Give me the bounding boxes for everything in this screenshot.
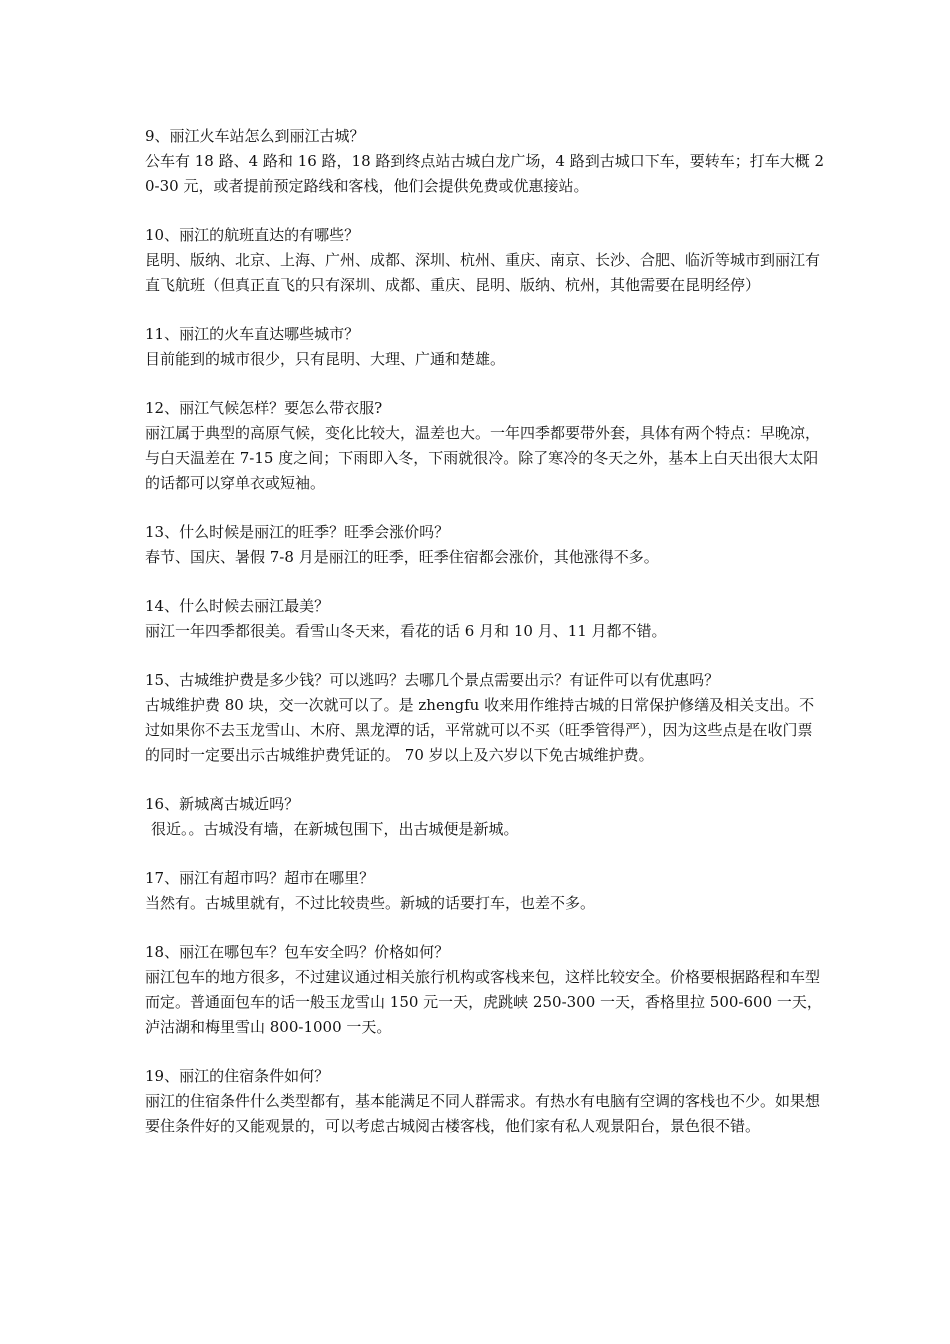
- faq-answer: 丽江属于典型的高原气候，变化比较大，温差也大。一年四季都要带外套，具体有两个特点：早晚凉，与白天温差在 7-15 度之间；下雨即入冬，下雨就很冷。除了寒冷的冬天之外，基本上白天出很大太阳的话都可以穿单衣或短袖。: [145, 424, 821, 492]
- faq-item-12: [145, 396, 825, 496]
- faq-item-17: [145, 866, 825, 916]
- faq-answer: 丽江一年四季都很美。看雪山冬天来，看花的话 6 月和 10 月、11 月都不错。: [145, 622, 667, 640]
- faq-question: 14、什么时候去丽江最美？: [145, 597, 330, 615]
- faq-question: 19、丽江的住宿条件如何？: [145, 1067, 330, 1085]
- faq-answer: 古城维护费 80 块，交一次就可以了。是 zhengfu 收来用作维持古城的日常保护修缮及相关支出。不过如果你不去玉龙雪山、木府、黑龙潭的话，平常就可以不买（旺季管得严），因为这些点是在收门票的同时一定要出示古城维护费凭证的。 70 岁以上及六岁以下免古城维护费。: [145, 696, 815, 764]
- faq-answer: 很近。。古城没有墙，在新城包围下，出古城便是新城。: [151, 820, 519, 838]
- faq-question: 18、丽江在哪包车？包车安全吗？价格如何？: [145, 943, 450, 961]
- faq-item-9: [145, 124, 825, 199]
- faq-document: [145, 124, 825, 1163]
- faq-question: 10、丽江的航班直达的有哪些？: [145, 226, 360, 244]
- faq-question: 15、古城维护费是多少钱？可以逃吗？去哪几个景点需要出示？有证件可以有优惠吗？: [145, 671, 720, 689]
- faq-answer: 丽江的住宿条件什么类型都有，基本能满足不同人群需求。有热水有电脑有空调的客栈也不少。如果想要住条件好的又能观景的，可以考虑古城阅古楼客栈，他们家有私人观景阳台，景色很不错。: [145, 1092, 821, 1135]
- faq-answer: 当然有。古城里就有，不过比较贵些。新城的话要打车，也差不多。: [145, 894, 596, 912]
- faq-question: 12、丽江气候怎样？要怎么带衣服?: [145, 399, 383, 417]
- faq-item-19: [145, 1064, 825, 1139]
- faq-question: 17、丽江有超市吗？超市在哪里？: [145, 869, 375, 887]
- faq-question: 9、丽江火车站怎么到丽江古城？: [145, 127, 365, 145]
- faq-answer: 丽江包车的地方很多，不过建议通过相关旅行机构或客栈来包，这样比较安全。价格要根据路程和车型而定。普通面包车的话一般玉龙雪山 150 元一天，虎跳峡 250-300 一天，香格里拉 500-600 一天，泸沽湖和梅里雪山 800-1000 一天。: [145, 968, 822, 1036]
- faq-answer: 昆明、版纳、北京、上海、广州、成都、深圳、杭州、重庆、南京、长沙、合肥、临沂等城市到丽江有直飞航班（但真正直飞的只有深圳、成都、重庆、昆明、版纳、杭州，其他需要在昆明经停）: [145, 251, 821, 294]
- faq-item-16: [145, 792, 825, 842]
- faq-item-14: [145, 594, 825, 644]
- faq-item-10: [145, 223, 825, 298]
- faq-answer: 春节、国庆、暑假 7-8 月是丽江的旺季，旺季住宿都会涨价，其他涨得不多。: [145, 548, 659, 566]
- faq-item-18: [145, 940, 825, 1040]
- faq-answer: 目前能到的城市很少，只有昆明、大理、广通和楚雄。: [145, 350, 506, 368]
- faq-item-13: [145, 520, 825, 570]
- faq-item-15: [145, 668, 825, 768]
- faq-item-11: [145, 322, 825, 372]
- faq-question: 16、新城离古城近吗？: [145, 795, 300, 813]
- faq-answer: 公车有 18 路、4 路和 16 路，18 路到终点站古城白龙广场，4 路到古城口下车，要转车；打车大概 20-30 元，或者提前预定路线和客栈，他们会提供免费或优惠接站。: [145, 152, 825, 195]
- faq-question: 13、什么时候是丽江的旺季？旺季会涨价吗？: [145, 523, 450, 541]
- faq-question: 11、丽江的火车直达哪些城市？: [145, 325, 360, 343]
